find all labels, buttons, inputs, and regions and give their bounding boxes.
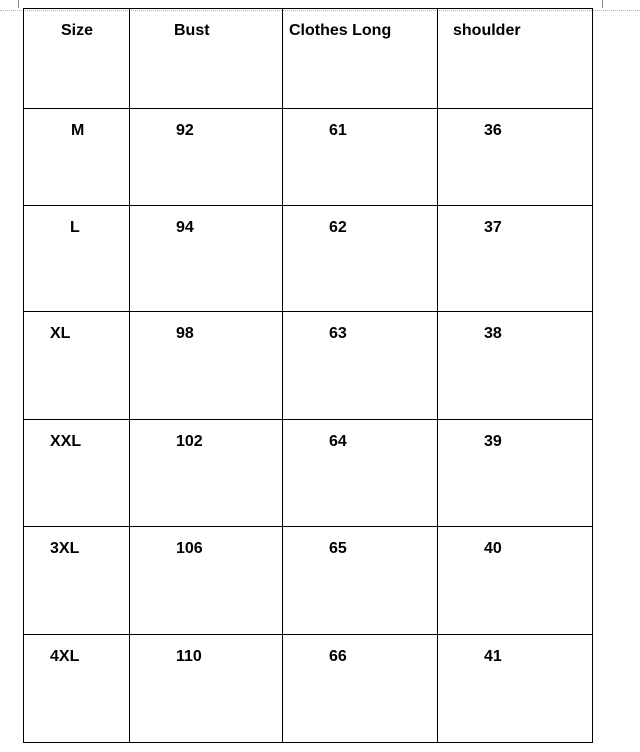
cell-shoulder: [438, 206, 593, 312]
header-clothes-long-label: Clothes Long: [289, 22, 392, 39]
table-header-row: [24, 9, 593, 109]
cell-clothes-long: [283, 420, 438, 527]
cell-clothes-long: [283, 527, 438, 635]
cell-bust-value: 98: [176, 325, 194, 342]
cell-bust: [130, 420, 283, 527]
header-clothes-long: [283, 9, 438, 109]
cell-size-value: XL: [50, 325, 71, 342]
table-row: [24, 635, 593, 743]
header-bust-label: Bust: [174, 22, 210, 39]
cell-clothes-long: [283, 312, 438, 420]
page-corner-mark-right: [602, 0, 603, 8]
cell-shoulder-value: 37: [484, 219, 502, 236]
cell-clothes-long-value: 63: [329, 325, 347, 342]
header-size: [24, 9, 130, 109]
cell-size: [24, 109, 130, 206]
cell-bust-value: 92: [176, 122, 194, 139]
cell-bust-value: 110: [176, 648, 202, 665]
cell-size: [24, 635, 130, 743]
cell-shoulder-value: 38: [484, 325, 502, 342]
cell-bust: [130, 206, 283, 312]
cell-clothes-long-value: 61: [329, 122, 347, 139]
cell-size: [24, 312, 130, 420]
cell-shoulder-value: 41: [484, 648, 502, 665]
header-size-label: Size: [61, 22, 94, 39]
cell-size-value: 4XL: [50, 648, 80, 665]
cell-shoulder-value: 36: [484, 122, 502, 139]
cell-shoulder: [438, 420, 593, 527]
cell-clothes-long-value: 66: [329, 648, 347, 665]
cell-bust-value: 106: [176, 540, 203, 557]
cell-shoulder: [438, 527, 593, 635]
cell-size: [24, 206, 130, 312]
size-chart-table: [23, 8, 593, 743]
cell-bust: [130, 312, 283, 420]
cell-clothes-long: [283, 109, 438, 206]
header-bust: [130, 9, 283, 109]
table-row: [24, 420, 593, 527]
page-corner-mark-left: [18, 0, 19, 8]
table-row: [24, 206, 593, 312]
cell-clothes-long-value: 64: [329, 433, 347, 450]
cell-shoulder-value: 40: [484, 540, 502, 557]
cell-bust: [130, 109, 283, 206]
cell-shoulder: [438, 109, 593, 206]
cell-size-value: L: [70, 219, 80, 236]
cell-bust: [130, 527, 283, 635]
cell-clothes-long: [283, 635, 438, 743]
cell-shoulder: [438, 312, 593, 420]
cell-shoulder: [438, 635, 593, 743]
table-row: [24, 312, 593, 420]
cell-bust-value: 94: [176, 219, 194, 236]
cell-size: [24, 527, 130, 635]
cell-size-value: M: [71, 122, 85, 139]
cell-clothes-long-value: 62: [329, 219, 347, 236]
cell-bust: [130, 635, 283, 743]
cell-size: [24, 420, 130, 527]
cell-clothes-long-value: 65: [329, 540, 347, 557]
cell-size-value: XXL: [50, 433, 82, 450]
table-row: [24, 109, 593, 206]
table-row: [24, 527, 593, 635]
header-shoulder: [438, 9, 593, 109]
cell-clothes-long: [283, 206, 438, 312]
header-shoulder-label: shoulder: [453, 22, 521, 39]
cell-shoulder-value: 39: [484, 433, 502, 450]
cell-size-value: 3XL: [50, 540, 80, 557]
cell-bust-value: 102: [176, 433, 203, 450]
